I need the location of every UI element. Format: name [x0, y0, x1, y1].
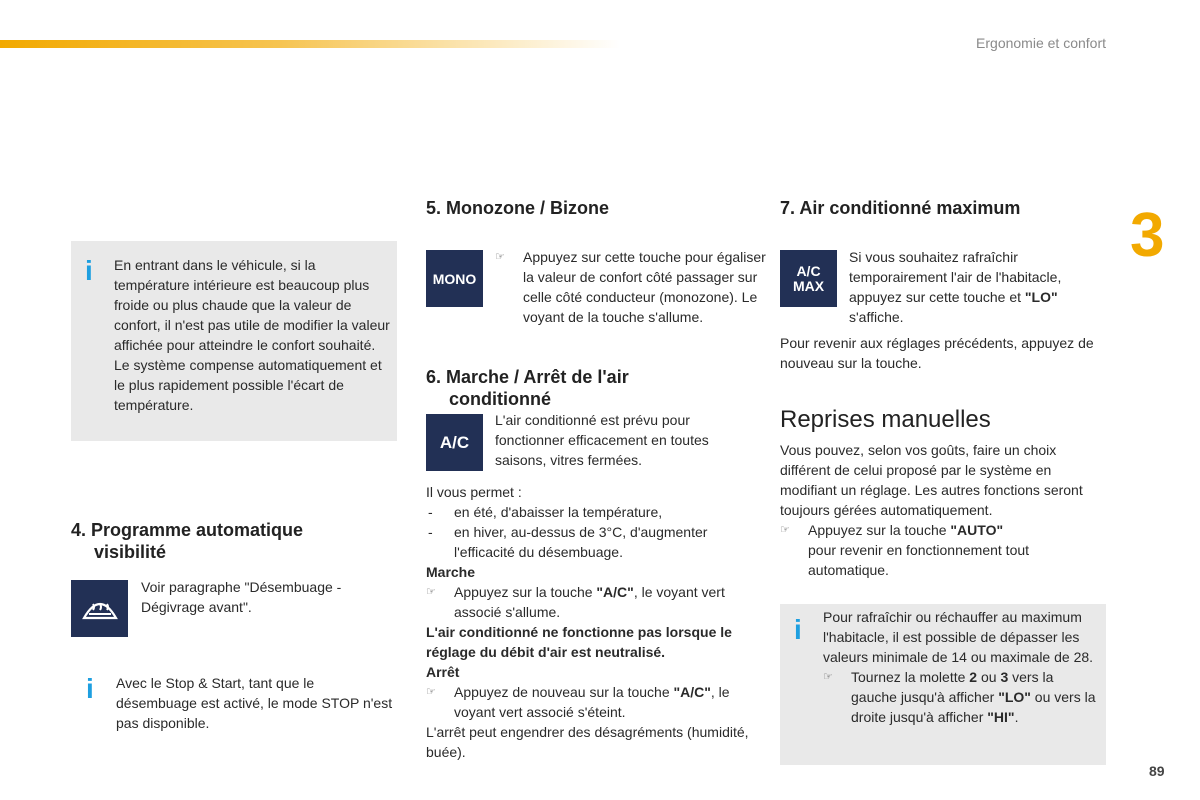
- ac-max-text: [849, 247, 1094, 327]
- section-title: Ergonomie et confort: [976, 35, 1106, 51]
- marche-label: Marche: [426, 564, 476, 580]
- key-name: "HI": [987, 709, 1015, 725]
- ac-badge: A/C: [426, 414, 483, 471]
- info-icon: i: [85, 255, 93, 286]
- instruction-text: , le voyant vert associé s'éteint.: [454, 684, 730, 720]
- heading-line-1: 4. Programme automatique: [71, 520, 304, 540]
- heading-monozone: 5. Monozone / Bizone: [426, 198, 609, 218]
- key-name: 2: [969, 669, 978, 685]
- heading-ac-max: 7. Air conditionné maximum: [780, 198, 1021, 218]
- key-name: "LO": [1024, 289, 1058, 305]
- instruction-text: pour revenir en fonctionnement tout automatique.: [808, 542, 1030, 578]
- manual-text: [780, 440, 1100, 580]
- heading-ac-marche-arret: [426, 366, 756, 410]
- arret-instruction: [426, 682, 761, 722]
- defrost-badge: [71, 580, 128, 637]
- info-text-body: Pour rafraîchir ou réchauffer au maximum l'habitacle, il est possible de dépasser les valeurs minimale de 14 ou maximale de 28.: [823, 609, 1094, 665]
- ac-max-text-part: s'affiche.: [849, 309, 904, 325]
- instruction-text: Tournez la molette: [851, 669, 970, 685]
- info-text-stopstart: Avec le Stop & Start, tant que le désembuage est activé, le mode STOP n'est pas disponible.: [116, 675, 393, 731]
- key-name: "LO": [998, 689, 1031, 705]
- info-text-limits: [823, 607, 1098, 727]
- heading-line-2: conditionné: [449, 389, 551, 409]
- instruction-text: Appuyez sur la touche: [454, 584, 597, 600]
- header-accent-bar: [0, 40, 620, 48]
- heading-line-2: visibilité: [94, 542, 167, 562]
- auto-instruction: [780, 520, 1100, 580]
- marche-instruction: [426, 582, 761, 622]
- info-text-comfort: En entrant dans le véhicule, si la température intérieure est beaucoup plus froide ou plus chaude que la valeur de confort, il n'est pas utile de modifier la valeur affichée pour atteindre le confort souhaité. Le système compense automatiquement et le plus rapidement possible l'écart de température.: [114, 257, 390, 413]
- list-item: - en hiver, au-dessus de 3°C, d'augmenter l'efficacité du désembuage.: [428, 524, 708, 560]
- mono-badge: MONO: [426, 250, 483, 307]
- mono-instruction: [495, 247, 773, 327]
- hand-pointer-icon: ☞: [426, 586, 436, 598]
- instruction-text: ou vers la droite jusqu'à afficher: [851, 689, 1096, 725]
- hand-pointer-icon: ☞: [780, 524, 790, 536]
- programme-text: Voir paragraphe "Désembuage - Dégivrage avant".: [141, 579, 342, 615]
- molette-instruction: [823, 667, 1098, 727]
- heading-programme-visibilite: [71, 519, 401, 563]
- manual-text-body: Vous pouvez, selon vos goûts, faire un choix différent de celui proposé par le système en modifiant un réglage. Les autres fonctions seront toujours gérées automatiquement.: [780, 442, 1083, 518]
- instruction-text: Appuyez sur la touche: [808, 522, 951, 538]
- key-name: "A/C": [596, 584, 634, 600]
- arret-label: Arrêt: [426, 664, 460, 680]
- ac-max-text-part: Si vous souhaitez rafraîchir temporairement l'air de l'habitacle, appuyez sur cette touche et: [849, 249, 1062, 305]
- hand-pointer-icon: ☞: [426, 686, 436, 698]
- instruction-text: .: [1014, 709, 1019, 725]
- key-name: 3: [1000, 669, 1009, 685]
- list-item-text: en été, d'abaisser la température,: [454, 504, 663, 520]
- page-number: 89: [1149, 763, 1165, 779]
- info-box-comfort: [71, 241, 397, 441]
- key-name: "AUTO": [950, 522, 1004, 538]
- badge-line-1: A/C: [796, 262, 821, 279]
- hand-pointer-icon: ☞: [495, 251, 505, 263]
- ac-max-return: Pour revenir aux réglages précédents, appuyez de nouveau sur la touche.: [780, 335, 1094, 371]
- chapter-number: 3: [1130, 201, 1165, 270]
- rear-defrost-icon: [81, 594, 119, 624]
- instruction-text: Appuyez de nouveau sur la touche: [454, 684, 674, 700]
- badge-line-2: MAX: [792, 277, 825, 294]
- list-item: - en été, d'abaisser la température,: [428, 504, 663, 520]
- warning-text: L'air conditionné ne fonctionne pas lorsque le réglage du débit d'air est neutralisé.: [426, 624, 732, 660]
- info-icon: i: [794, 614, 802, 645]
- list-item-text: en hiver, au-dessus de 3°C, d'augmenter l'efficacité du désembuage.: [454, 524, 708, 560]
- instruction-text: , le voyant vert associé s'allume.: [454, 584, 725, 620]
- heading-line-1: 6. Marche / Arrêt de l'air: [426, 367, 629, 387]
- key-name: "A/C": [673, 684, 711, 700]
- info-icon: i: [86, 673, 94, 704]
- mono-instruction-text: Appuyez sur cette touche pour égaliser la valeur de confort côté passager sur celle côté conducteur (monozone). Le voyant de la touche s'allume.: [523, 249, 766, 325]
- ac-max-badge: [780, 250, 837, 307]
- final-text: L'arrêt peut engendrer des désagréments (humidité, buée).: [426, 724, 749, 760]
- hand-pointer-icon: ☞: [823, 671, 833, 683]
- heading-reprises-manuelles: Reprises manuelles: [780, 406, 991, 433]
- ac-intro: L'air conditionné est prévu pour fonctionner efficacement en toutes saisons, vitres fermées.: [495, 412, 709, 468]
- info-box-limits: [780, 604, 1106, 765]
- instruction-text: vers la gauche jusqu'à afficher: [851, 669, 1054, 705]
- ac-details: [426, 482, 761, 762]
- permet-text: Il vous permet :: [426, 484, 522, 500]
- instruction-text: ou: [977, 669, 1001, 685]
